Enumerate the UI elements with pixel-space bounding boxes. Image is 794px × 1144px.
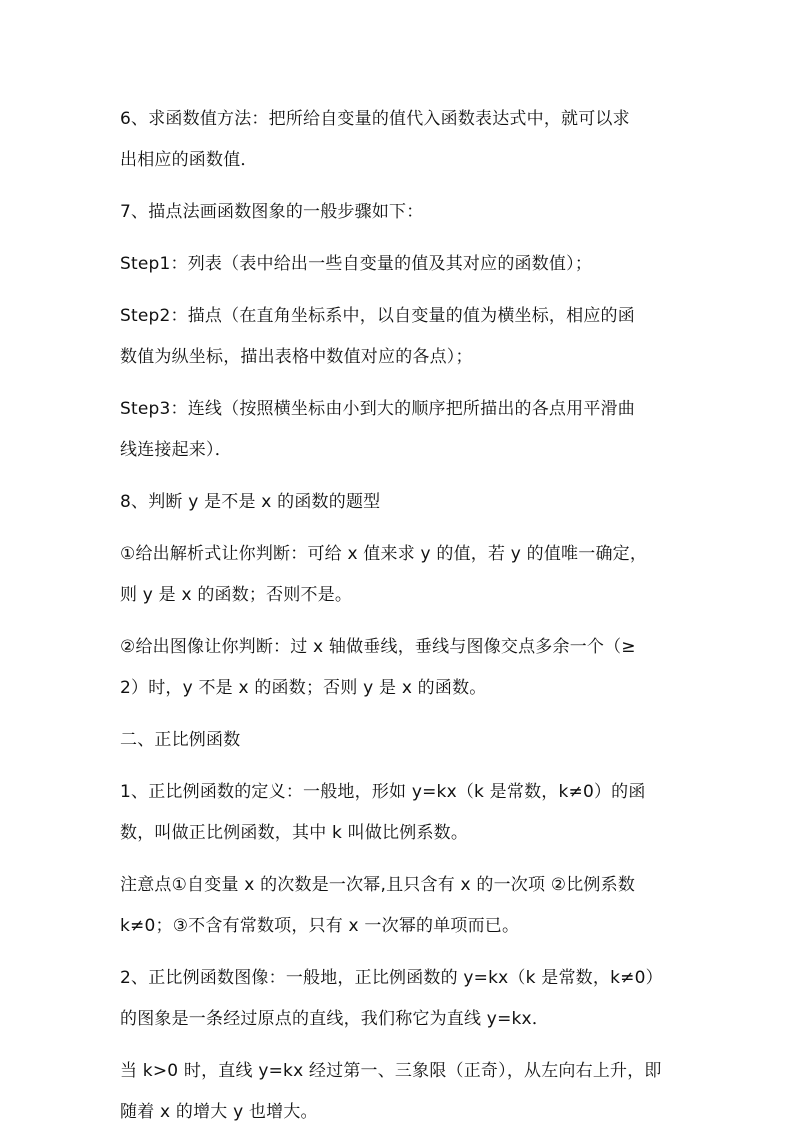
- text-line: 数，叫做正比例函数，其中 k 叫做比例系数。: [120, 823, 469, 843]
- text-line: 6、求函数值方法：把所给自变量的值代入函数表达式中，就可以求: [120, 109, 630, 129]
- text-line: 当 k>0 时，直线 y=kx 经过第一、三象限（正奇），从左向右上升，即: [120, 1061, 662, 1081]
- text-line: 2）时，y 不是 x 的函数；否则 y 是 x 的函数。: [120, 678, 487, 698]
- paragraph-k-positive: [120, 1051, 690, 1133]
- paragraph-notes: [120, 865, 690, 947]
- section-heading-direct-proportion: [120, 720, 690, 761]
- text-line: 随着 x 的增大 y 也增大。: [120, 1102, 318, 1122]
- paragraph-direct-proportion-graph: [120, 958, 690, 1040]
- paragraph-7-plotting-steps: [120, 192, 690, 233]
- paragraph-step2: [120, 296, 690, 378]
- paragraph-step1: [120, 244, 690, 285]
- text-line: 8、判断 y 是不是 x 的函数的题型: [120, 492, 381, 512]
- paragraph-8-function-judgement: [120, 482, 690, 523]
- text-line: 数值为纵坐标，描出表格中数值对应的各点）；: [120, 347, 473, 367]
- text-line: 出相应的函数值．: [120, 150, 258, 170]
- text-line: 注意点①自变量 x 的次数是一次幂,且只含有 x 的一次项 ②比例系数: [120, 875, 636, 895]
- text-line: Step3：连线（按照横坐标由小到大的顺序把所描出的各点用平滑曲: [120, 399, 635, 419]
- paragraph-direct-proportion-definition: [120, 772, 690, 854]
- text-line: 二、正比例函数: [120, 730, 241, 750]
- text-line: ②给出图像让你判断：过 x 轴做垂线，垂线与图像交点多余一个（≥: [120, 637, 636, 657]
- text-line: 1、正比例函数的定义：一般地，形如 y=kx（k 是常数，k≠0）的函: [120, 782, 646, 802]
- document-body: [120, 99, 690, 1144]
- paragraph-judge-by-formula: [120, 534, 690, 616]
- text-line: 则 y 是 x 的函数；否则不是。: [120, 585, 353, 605]
- text-line: 线连接起来）．: [120, 440, 232, 460]
- paragraph-step3: [120, 389, 690, 471]
- paragraph-6-function-value-method: [120, 99, 690, 181]
- text-line: Step1：列表（表中给出一些自变量的值及其对应的函数值）；: [120, 254, 593, 274]
- text-line: ①给出解析式让你判断：可给 x 值来求 y 的值，若 y 的值唯一确定，: [120, 544, 648, 564]
- paragraph-judge-by-graph: [120, 627, 690, 709]
- text-line: 7、描点法画函数图象的一般步骤如下：: [120, 202, 424, 222]
- text-line: k≠0；③不含有常数项，只有 x 一次幂的单项而已。: [120, 916, 520, 936]
- text-line: 2、正比例函数图像：一般地，正比例函数的 y=kx（k 是常数，k≠0）: [120, 968, 663, 988]
- text-line: 的图象是一条经过原点的直线，我们称它为直线 y=kx．: [120, 1009, 550, 1029]
- text-line: Step2：描点（在直角坐标系中，以自变量的值为横坐标，相应的函: [120, 306, 635, 326]
